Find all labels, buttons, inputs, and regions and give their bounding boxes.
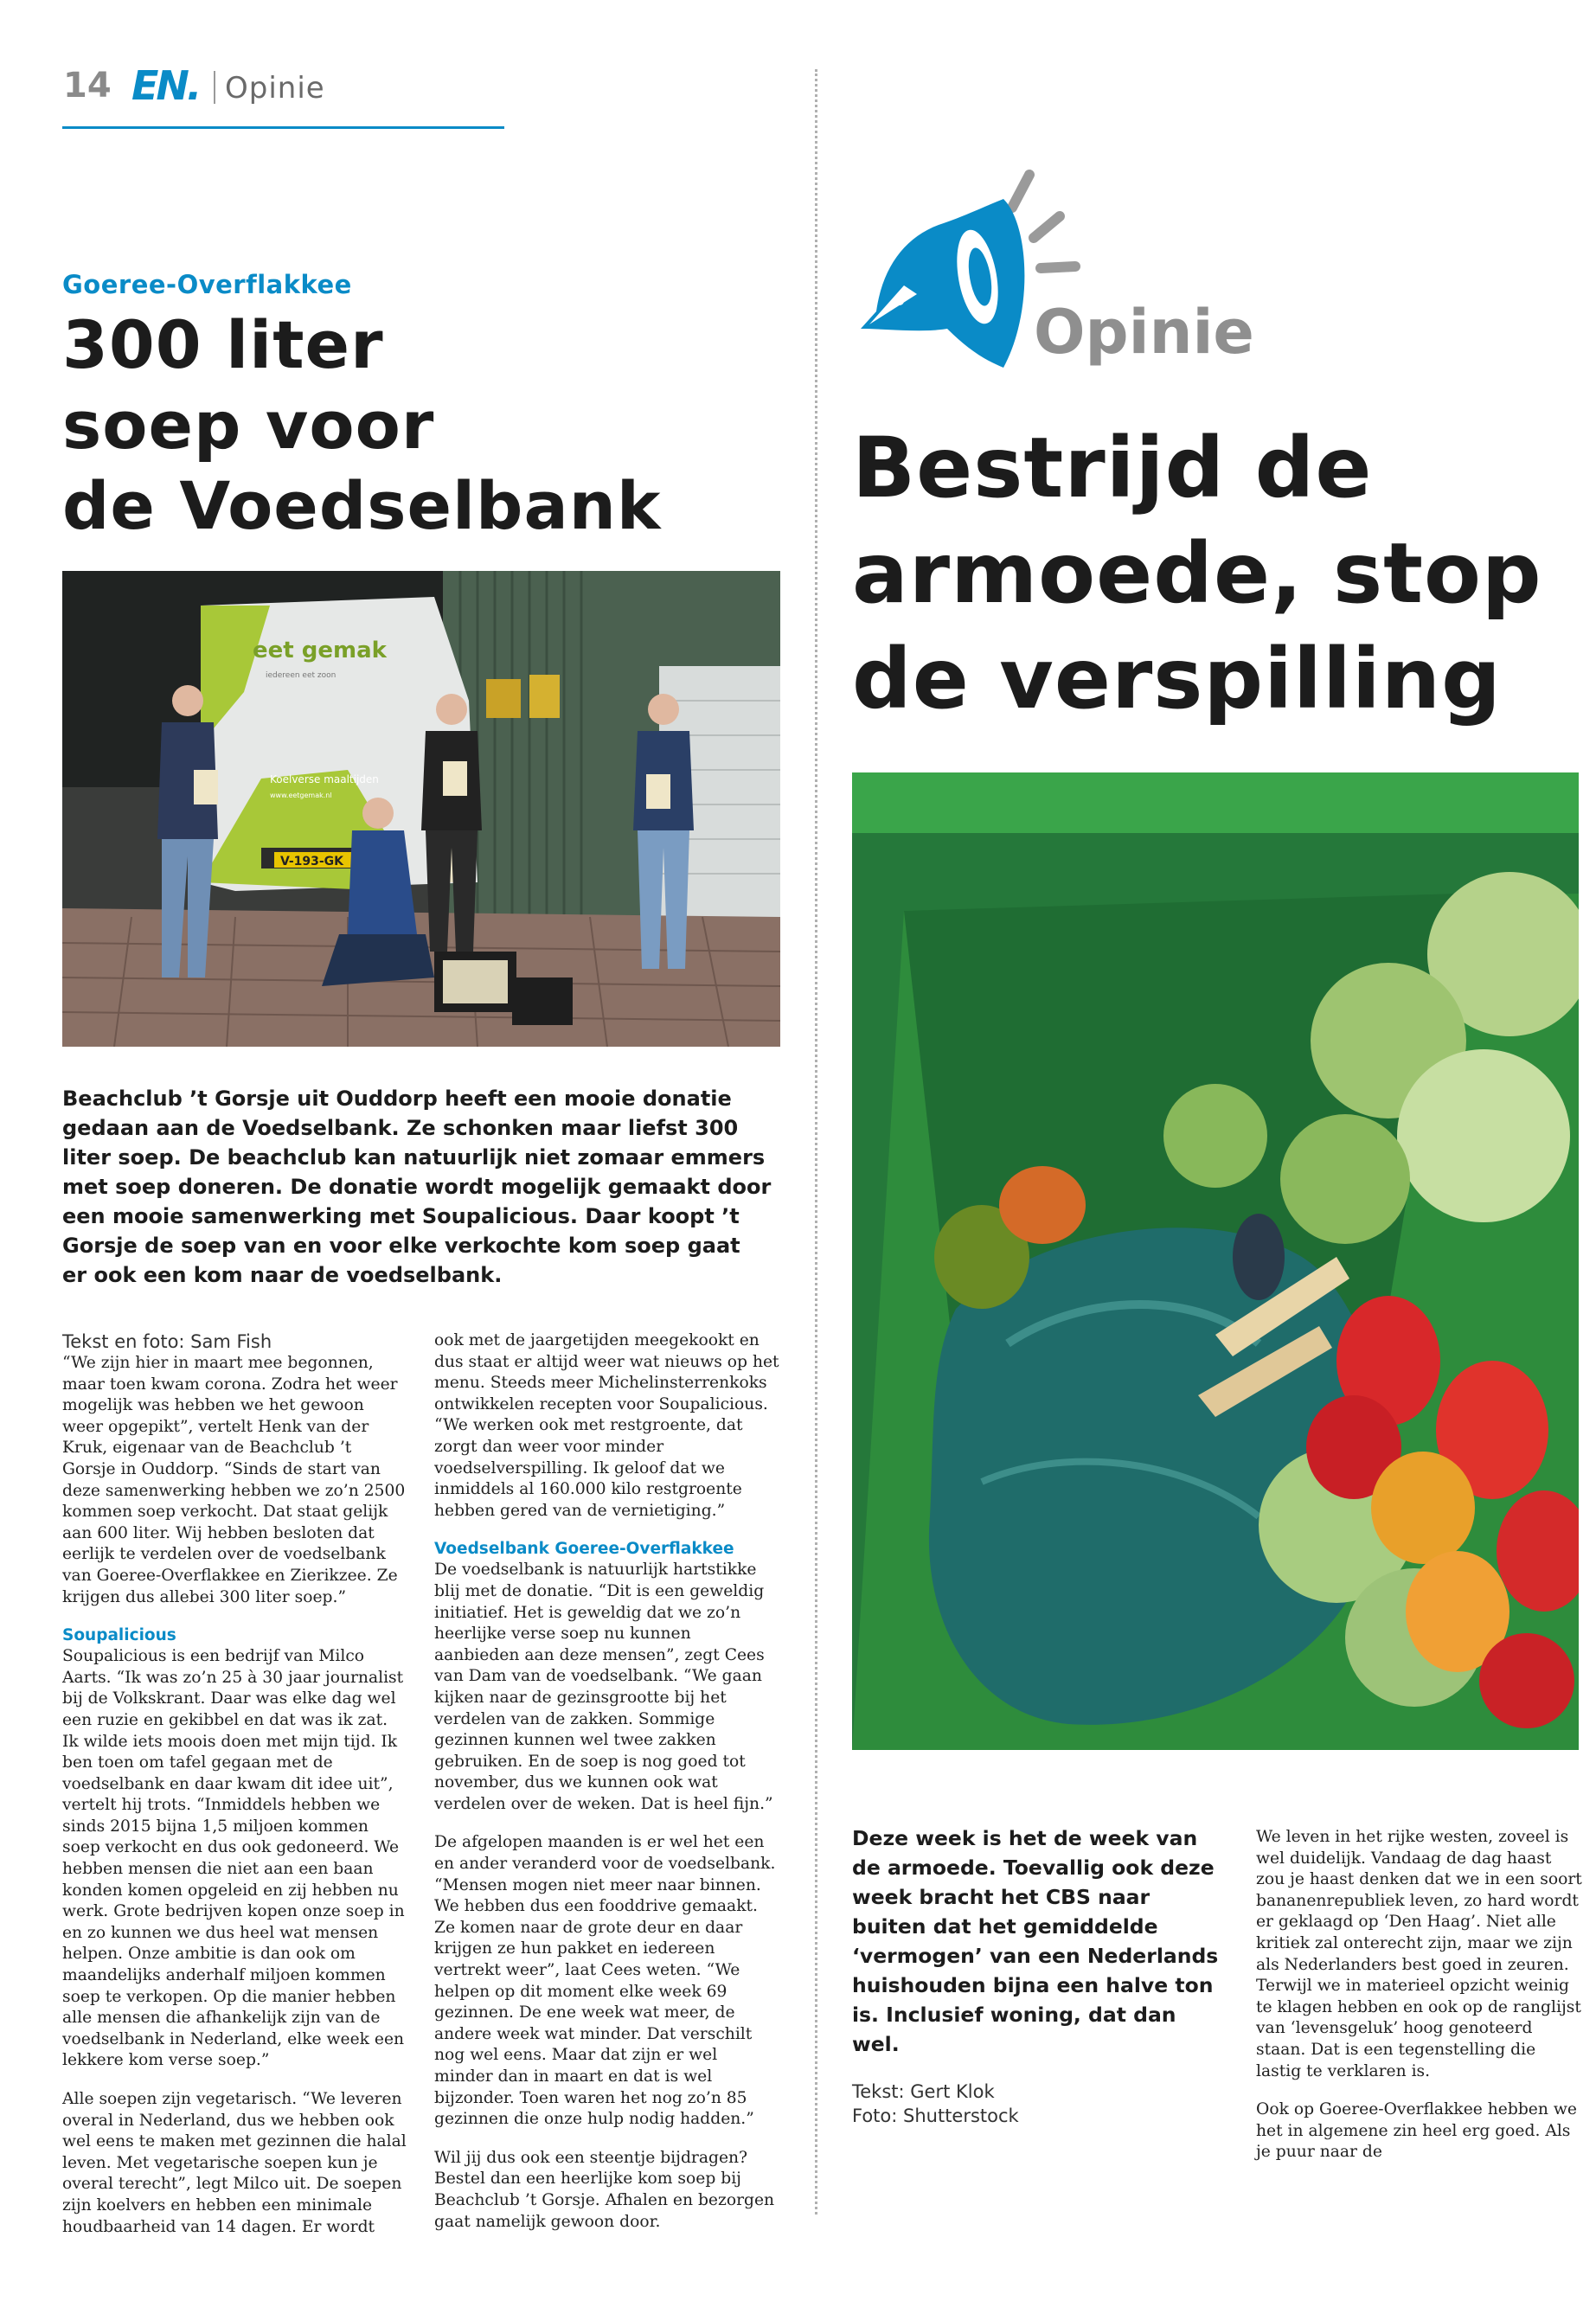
body-paragraph: De voedselbank is natuurlijk hartstikke blij met de donatie. “Dit is een geweldig initiatief. Het is geweldig dat we zo’n heerlijke verse soep nu kunnen aanbieden aan deze mensen”, zegt Cees van Dam van de voedselbank. “We gaan kijken naar de gezinsgrootte bij het verdelen van de zakken. Sommige gezinnen kunnen wel twee zakken gebruiken. En de soep is nog goed tot november, dus we kunnen ook wat verdelen over de weken. Dat is heel fijn.” [434, 1561, 773, 1813]
section-label: Opinie [225, 71, 325, 106]
license-plate: V-193-GK [280, 855, 344, 868]
headline-line: de verspilling [852, 631, 1502, 727]
credit-photo: Foto: Shutterstock [852, 2106, 1019, 2126]
body-paragraph: “We zijn hier in maart mee begonnen, maar toen kwam corona. Zodra het weer mogelijk was hebben we het gewoon weer opgepikt”, vertelt Henk van der Kruk, eigenaar van de Beachclub ’t Gorsje in Ouddorp. “Sinds de start van deze samenwerking hebben we zo’n 2500 kommen soep verkocht. Dat staat gelijk aan 600 liter. Wij hebben besloten dat eerlijk te verdelen over de voedselbank van Goeree-Overflakkee en Zierikzee. Ze krijgen dus allebei 300 liter soep.” [62, 1354, 406, 1606]
headline-line: 300 liter [62, 306, 384, 383]
opinie-logo-word: Opinie [1034, 297, 1254, 368]
opinion-lead: Deze week is het de week van de armoede. Toevallig ook deze week bracht het CBS naar buiten dat het gemiddelde ‘vermogen’ van een Nederlands huishouden bijna een halve ton is. Inclusief woning, dat dan wel. [852, 1826, 1219, 2056]
body-paragraph: We leven in het rijke westen, zoveel is wel duidelijk. Vandaag de dag haast zou je haast denken dat we in een soort bananenrepubliek leven, zo hard wordt er geklaagd op ‘Den Haag’. Niet alle kritiek zal onterecht zijn, maar we zijn als Nederlanders best goed in zeuren. Terwijl we in materieel opzicht weinig te klagen hebben en ook op de ranglijst van ‘levensgeluk’ hoog genoteerd staan. Dat is een tegenstelling die lastig te verklaren is. [1256, 1828, 1582, 2080]
body-paragraph: Alle soepen zijn vegetarisch. “We leveren overal in Nederland, dus we hebben ook wel eens te maken met gezinnen die halal leven. Met vegetarische soepen kun je overal terecht”, legt Milco uit. De soepen zijn koelvers en hebben een minimale houdbaarheid van 14 dagen. Er wordt [62, 2090, 407, 2236]
subheading-voedselbank: Voedselbank Goeree-Overflakkee [434, 1540, 734, 1559]
subheading-soupalicious: Soupalicious [62, 1626, 176, 1645]
megaphone-icon [852, 164, 1267, 372]
headline-line: de Voedselbank [62, 467, 662, 544]
credit-text: Tekst: Gert Klok [852, 2081, 995, 2102]
article-kicker: Goeree-Overflakkee [62, 270, 352, 299]
article-lead: Beachclub ’t Gorsje uit Ouddorp heeft een mooie donatie gedaan aan de Voedselbank. Ze schonken maar liefst 300 liter soep. De beachclub kan natuurlijk niet zomaar emmers met soep doneren. De donatie wordt mogelijk gemaakt door een mooie samenwerking met Soupalicious. Daar koopt ’t Gorsje de soep van en voor elke verkochte kom soep gaat er ook een kom naar de voedselbank. [62, 1086, 772, 1287]
photo-illustration [852, 772, 1579, 1750]
header-rule [62, 126, 504, 129]
van-side-text: Koelverse maaltijden [270, 773, 379, 785]
column-divider [815, 69, 817, 2214]
body-paragraph: Wil jij dus ook een steentje bijdragen? Bestel dan een heerlijke kom soep bij Beachclub ’t Gorsje. Afhalen en bezorgen gaat namelijk gewoon door. [434, 2148, 775, 2231]
body-paragraph: Ook op Goeree-Overflakkee hebben we het in algemene zin heel erg goed. Als je puur naar de [1256, 2100, 1577, 2162]
article-column-1 [62, 1330, 408, 2255]
opinie-logo [852, 164, 1267, 372]
headline-line: soep voor [62, 387, 435, 464]
publication-logo: EN. [131, 62, 200, 109]
opinion-credits [852, 2080, 1019, 2128]
opinion-photo-vegetable-bin [852, 772, 1579, 1750]
body-paragraph: ook met de jaargetijden meegekookt en dus staat er altijd weer wat nieuws op het menu. Steeds meer Michelinsterrenkoks ontwikkelen recepten voor Soupalicious. “We werken ook met restgroente, dat zorgt dan weer voor minder voedselverspilling. Ik geloof dat we inmiddels al 160.000 kilo restgroente hebben gered van de vernietiging.” [434, 1331, 779, 1520]
opinion-headline [852, 415, 1561, 732]
page-number: 14 [63, 66, 112, 106]
van-web: www.eetgemak.nl [270, 792, 332, 799]
article-byline: Tekst en foto: Sam Fish [62, 1331, 272, 1352]
header-separator [214, 71, 215, 104]
body-paragraph: Soupalicious is een bedrijf van Milco Aarts. “Ik was zo’n 25 à 30 jaar journalist bij de Volkskrant. Daar was elke dag wel een ruzie en gekibbel en dat was ik zat. Ik wilde iets moois doen met mijn tijd. Ik ben toen om tafel gegaan met de voedselbank en daar kwam dit idee uit”, vertelt hij trots. “Inmiddels hebben we sinds 2015 bijna 1,5 miljoen kommen soep verkocht en dus ook gedoneerd. We hebben mensen die niet aan een baan konden komen opgeleid en zij hebben nu werk. Grote bedrijven kopen onze soep in en zo kunnen we dus heel wat mensen helpen. Onze ambitie is dan ook om maandelijks anderhalf miljoen kommen soep te verkopen. Op die manier hebben alle mensen die afhankelijk zijn van de voedselbank in Nederland, elke week een lekkere kom verse soep.” [62, 1647, 405, 2070]
photo-illustration [62, 571, 780, 1047]
article-headline [62, 304, 772, 546]
headline-line: armoede, stop [852, 525, 1542, 622]
body-paragraph: De afgelopen maanden is er wel het een en ander veranderd voor de voedselbank. “Mensen mogen niet meer naar binnen. We hebben dus een fooddrive gemaakt. Ze komen naar de grote deur en daar krijgen ze hun pakket en iedereen vertrekt weer”, laat Cees weten. “We helpen op dit moment elke week 69 gezinnen. De ene week wat meer, de andere week wat minder. Dat verschilt nog wel eens. Maar dat zijn er wel minder dan in maart en dat is wel bijzonder. Toen waren het nog zo’n 85 gezinnen die onze hulp nodig hadden.” [434, 1833, 776, 2129]
headline-line: Bestrijd de [852, 420, 1373, 516]
opinion-column [1256, 1827, 1585, 2181]
article-column-2 [434, 1330, 780, 2250]
van-brand: eet gemak [253, 638, 387, 663]
van-tagline: iedereen eet zoon [266, 671, 337, 680]
article-photo-soup-donation [62, 571, 780, 1047]
